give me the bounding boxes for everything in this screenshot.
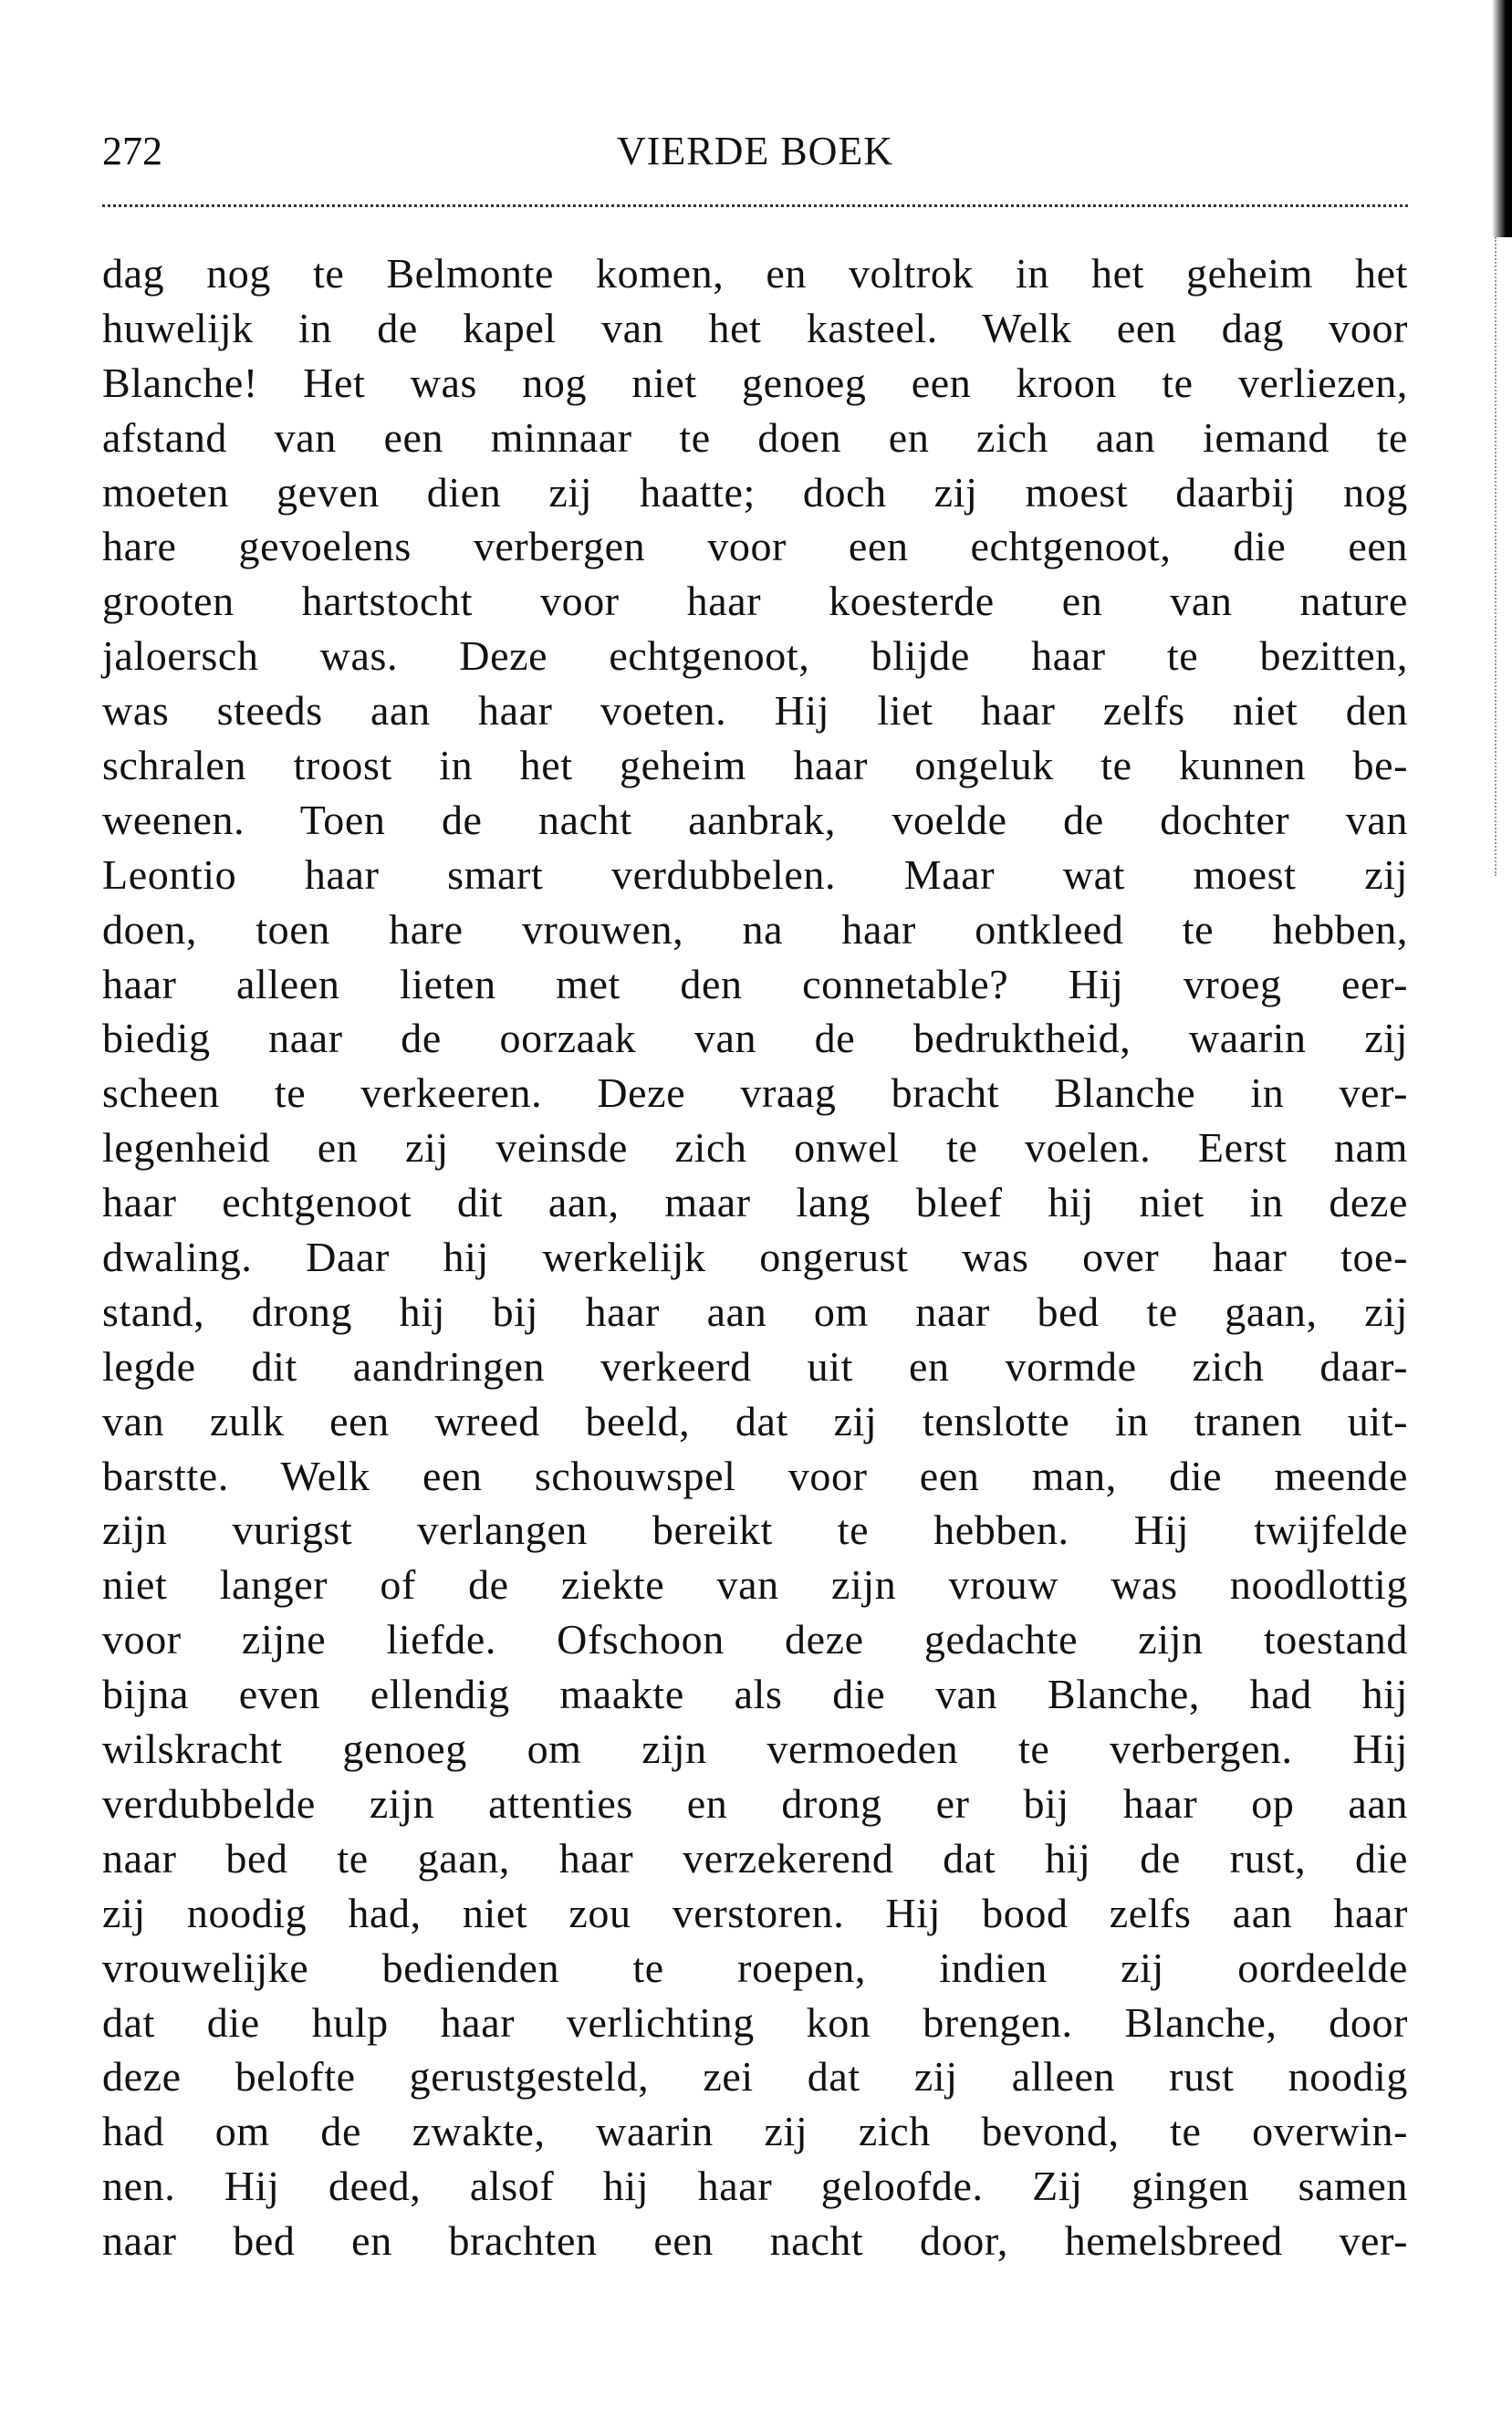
running-title: VIERDE BOEK [616, 129, 894, 173]
text-line: nen. Hij deed, alsof hij haar geloofde. Zij gingen samen [102, 2163, 1408, 2210]
page-number: 272 [102, 129, 162, 173]
text-line: voor zijne liefde. Ofschoon deze gedachte zijn toestand [102, 1616, 1408, 1663]
text-line: had om de zwakte, waarin zij zich bevond, te overwin- [102, 2108, 1408, 2155]
text-line: afstand van een minnaar te doen en zich aan iemand te [102, 413, 1408, 461]
text-line: dwaling. Daar hij werkelijk ongerust was over haar toe- [102, 1234, 1408, 1281]
text-line: dat die hulp haar verlichting kon brengen. Blanche, door [102, 1998, 1408, 2046]
text-line: moeten geven dien zij haatte; doch zij moest daarbij nog [102, 468, 1408, 516]
text-line: naar bed te gaan, haar verzekerend dat hij de rust, die [102, 1834, 1408, 1882]
body-text [102, 246, 1408, 2268]
text-line: haar alleen lieten met den connetable? Hij vroeg eer- [102, 960, 1408, 1007]
text-line: weenen. Toen de nacht aanbrak, voelde de dochter van [102, 796, 1408, 843]
text-line: naar bed en brachten een nacht door, hemelsbreed ver- [102, 2217, 1408, 2265]
header-dotted-rule [102, 204, 1408, 207]
text-line: legenheid en zij veinsde zich onwel te voelen. Eerst nam [102, 1124, 1408, 1172]
text-line: stand, drong hij bij haar aan om naar bed te gaan, zij [102, 1288, 1408, 1335]
scan-edge-speckle [1495, 237, 1499, 876]
text-line: verdubbelde zijn attenties en drong er bij haar op aan [102, 1779, 1408, 1827]
text-line: huwelijk in de kapel van het kasteel. Welk een dag voor [102, 304, 1408, 351]
text-line: zijn vurigst verlangen bereikt te hebben. Hij twijfelde [102, 1507, 1408, 1554]
text-line: doen, toen hare vrouwen, na haar ontkleed te hebben, [102, 905, 1408, 953]
text-line: wilskracht genoeg om zijn vermoeden te verbergen. Hij [102, 1726, 1408, 1773]
text-line: scheen te verkeeren. Deze vraag bracht Blanche in ver- [102, 1069, 1408, 1117]
text-line: bijna even ellendig maakte als die van Blanche, had hij [102, 1671, 1408, 1718]
text-line: Leontio haar smart verdubbelen. Maar wat moest zij [102, 850, 1408, 898]
text-line: haar echtgenoot dit aan, maar lang bleef hij niet in deze [102, 1179, 1408, 1226]
text-line: biedig naar de oorzaak van de bedruktheid, waarin zij [102, 1015, 1408, 1062]
text-line: deze belofte gerustgesteld, zei dat zij alleen rust noodig [102, 2053, 1408, 2101]
text-line: zij noodig had, niet zou verstoren. Hij bood zelfs aan haar [102, 1889, 1408, 1936]
text-line: was steeds aan haar voeten. Hij liet haar zelfs niet den [102, 687, 1408, 735]
text-line: grooten hartstocht voor haar koesterde en van nature [102, 578, 1408, 625]
text-line: legde dit aandringen verkeerd uit en vormde zich daar- [102, 1342, 1408, 1390]
text-line: dag nog te Belmonte komen, en voltrok in het geheim het [102, 250, 1408, 297]
scan-edge-shadow [1492, 0, 1512, 237]
text-line: hare gevoelens verbergen voor een echtgenoot, die een [102, 523, 1408, 570]
text-line: barstte. Welk een schouwspel voor een man, die meende [102, 1452, 1408, 1499]
text-line: van zulk een wreed beeld, dat zij tenslotte in tranen uit- [102, 1397, 1408, 1444]
text-line: vrouwelijke bedienden te roepen, indien zij oordeelde [102, 1944, 1408, 1991]
text-line: jaloersch was. Deze echtgenoot, blijde haar te bezitten, [102, 632, 1408, 680]
text-line: schralen troost in het geheim haar ongeluk te kunnen be- [102, 742, 1408, 789]
text-line: Blanche! Het was nog niet genoeg een kroon te verliezen, [102, 359, 1408, 406]
text-line: niet langer of de ziekte van zijn vrouw was noodlottig [102, 1561, 1408, 1609]
